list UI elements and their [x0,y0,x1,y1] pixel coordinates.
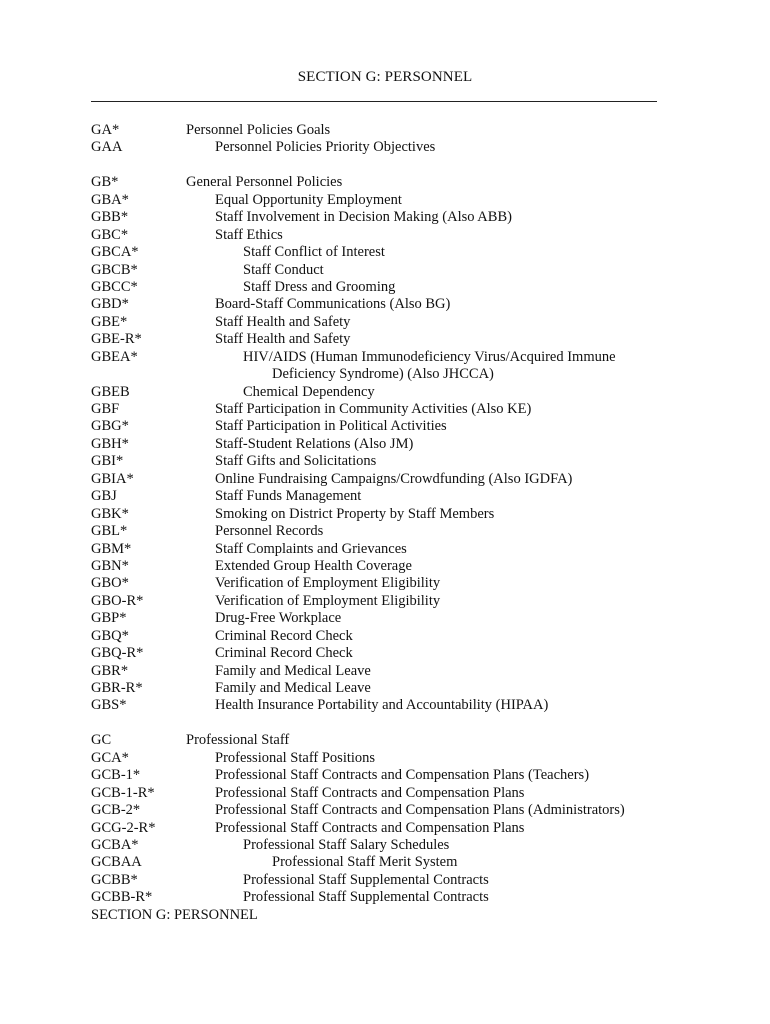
policy-title: Professional Staff Supplemental Contracts [243,871,489,888]
policy-title: Staff Complaints and Grievances [215,540,407,557]
policy-title: Staff Health and Safety [215,331,351,348]
policy-row [0,663,770,680]
policy-code: GCBB* [91,871,138,888]
policy-title: Online Fundraising Campaigns/Crowdfunding (Also IGDFA) [215,470,573,487]
policy-title: Staff Dress and Grooming [243,278,396,295]
policy-row [0,889,770,906]
policy-row [0,192,770,209]
policy-row [0,314,770,331]
policy-title: Professional Staff Contracts and Compensation Plans (Administrators) [215,802,625,819]
policy-row [0,872,770,889]
policy-row [0,523,770,540]
policy-row [0,296,770,313]
policy-code: GBC* [91,226,129,243]
policy-title: Professional Staff Contracts and Compensation Plans (Teachers) [215,767,590,784]
policy-row [0,331,770,348]
policy-code: GBEA* [91,348,138,365]
policy-code: GBB* [91,209,129,226]
policy-code: GBG* [91,418,129,435]
page-title: SECTION G: PERSONNEL [297,69,473,85]
policy-code: GBCB* [91,261,138,278]
policy-row [0,453,770,470]
policy-title: Drug-Free Workplace [215,610,342,627]
policy-row [0,854,770,871]
policy-code: GCBAA [91,854,142,871]
policy-title: Family and Medical Leave [215,662,371,679]
policy-code: GBQ-R* [91,645,144,662]
policy-code: GBL* [91,523,128,540]
policy-title: Professional Staff Salary Schedules [243,836,450,853]
policy-title: Professional Staff Contracts and Compensation Plans [215,784,525,801]
policy-row [0,767,770,784]
policy-index-list [0,122,770,907]
policy-title: Staff Health and Safety [215,313,351,330]
policy-row [0,366,770,383]
policy-row [0,820,770,837]
policy-code: GBE* [91,313,128,330]
policy-title: Professional Staff Supplemental Contracts [243,889,489,906]
group-spacer [0,157,770,174]
policy-code: GAA [91,139,123,156]
policy-title: Staff Conflict of Interest [243,244,385,261]
policy-title: Staff Participation in Community Activities (Also KE) [215,401,532,417]
policy-code: GBCA* [91,244,139,261]
policy-row [0,122,770,139]
policy-code: GBR-R* [91,680,143,696]
policy-title: Staff Conduct [243,261,324,278]
policy-code: GCBB-R* [91,889,153,906]
policy-title: Extended Group Health Coverage [215,557,412,574]
policy-code: GBI* [91,453,124,470]
policy-title: Professional Staff Positions [215,749,376,766]
policy-row [0,418,770,435]
policy-code: GBCC* [91,278,138,295]
policy-code: GBQ* [91,627,129,644]
policy-code: GCG-2-R* [91,819,156,836]
policy-row [0,541,770,558]
policy-row [0,471,770,488]
policy-title: Professional Staff [186,732,290,749]
policy-title: Verification of Employment Eligibility [215,592,441,609]
policy-title: Family and Medical Leave [215,680,371,696]
policy-title: Personnel Records [215,523,324,540]
policy-code: GBR* [91,662,129,679]
policy-code: GBN* [91,557,129,574]
policy-code: GBO-R* [91,592,144,609]
policy-row [0,139,770,156]
policy-row [0,401,770,418]
policy-title: Equal Opportunity Employment [215,191,402,208]
policy-row [0,262,770,279]
policy-title: Personnel Policies Priority Objectives [215,139,436,156]
policy-code: GBF [91,401,120,417]
policy-row [0,697,770,714]
policy-row [0,628,770,645]
policy-row [0,732,770,749]
policy-row [0,837,770,854]
policy-code: GCBA* [91,836,139,853]
policy-code: GBM* [91,540,132,557]
policy-row [0,680,770,697]
policy-title: Staff Involvement in Decision Making (Also ABB) [215,209,512,226]
policy-title: Criminal Record Check [215,645,353,662]
title-divider [91,101,657,102]
policy-title: Staff Participation in Political Activities [215,418,447,435]
policy-title: Professional Staff Contracts and Compensation Plans [215,819,525,836]
policy-row [0,785,770,802]
policy-code: GBP* [91,610,127,627]
policy-code: GBS* [91,697,127,714]
policy-row [0,174,770,191]
page-footer: SECTION G: PERSONNEL [91,907,258,923]
policy-code: GBA* [91,191,129,208]
policy-title: General Personnel Policies [186,174,343,191]
policy-code: GCA* [91,749,129,766]
policy-title: Deficiency Syndrome) (Also JHCCA) [272,366,494,383]
policy-title: Professional Staff Merit System [272,854,458,871]
policy-code: GBH* [91,435,129,452]
policy-code: GCB-1* [91,767,141,784]
policy-title: Health Insurance Portability and Accountability (HIPAA) [215,697,549,714]
policy-row [0,384,770,401]
policy-row [0,209,770,226]
policy-title: Criminal Record Check [215,627,353,644]
policy-code: GCB-1-R* [91,784,155,801]
policy-row [0,506,770,523]
policy-title: Board-Staff Communications (Also BG) [215,296,451,313]
policy-row [0,593,770,610]
policy-title: Personnel Policies Goals [186,122,331,138]
policy-code: GB* [91,174,119,191]
policy-code: GBD* [91,296,129,313]
policy-row [0,645,770,662]
policy-row [0,610,770,627]
policy-code: GBEB [91,383,130,400]
policy-row [0,349,770,366]
policy-title: Smoking on District Property by Staff Members [215,505,495,522]
policy-row [0,244,770,261]
policy-row [0,436,770,453]
policy-title: Chemical Dependency [243,383,375,400]
policy-title: Staff Funds Management [215,488,362,505]
policy-row [0,802,770,819]
policy-row [0,575,770,592]
policy-code: GBE-R* [91,331,142,348]
policy-title: Staff-Student Relations (Also JM) [215,435,414,452]
policy-row [0,750,770,767]
policy-title: Staff Ethics [215,226,283,243]
policy-code: GA* [91,122,120,138]
policy-row [0,279,770,296]
policy-title: Staff Gifts and Solicitations [215,453,377,470]
policy-row [0,488,770,505]
policy-code: GBO* [91,575,129,592]
policy-code: GBJ [91,488,117,505]
policy-title: HIV/AIDS (Human Immunodeficiency Virus/Acquired Immune [243,348,616,365]
policy-title: Verification of Employment Eligibility [215,575,441,592]
group-spacer [0,715,770,732]
policy-row [0,558,770,575]
policy-code: GCB-2* [91,802,141,819]
policy-code: GC [91,732,112,749]
policy-row [0,227,770,244]
policy-code: GBIA* [91,470,134,487]
policy-code: GBK* [91,505,129,522]
